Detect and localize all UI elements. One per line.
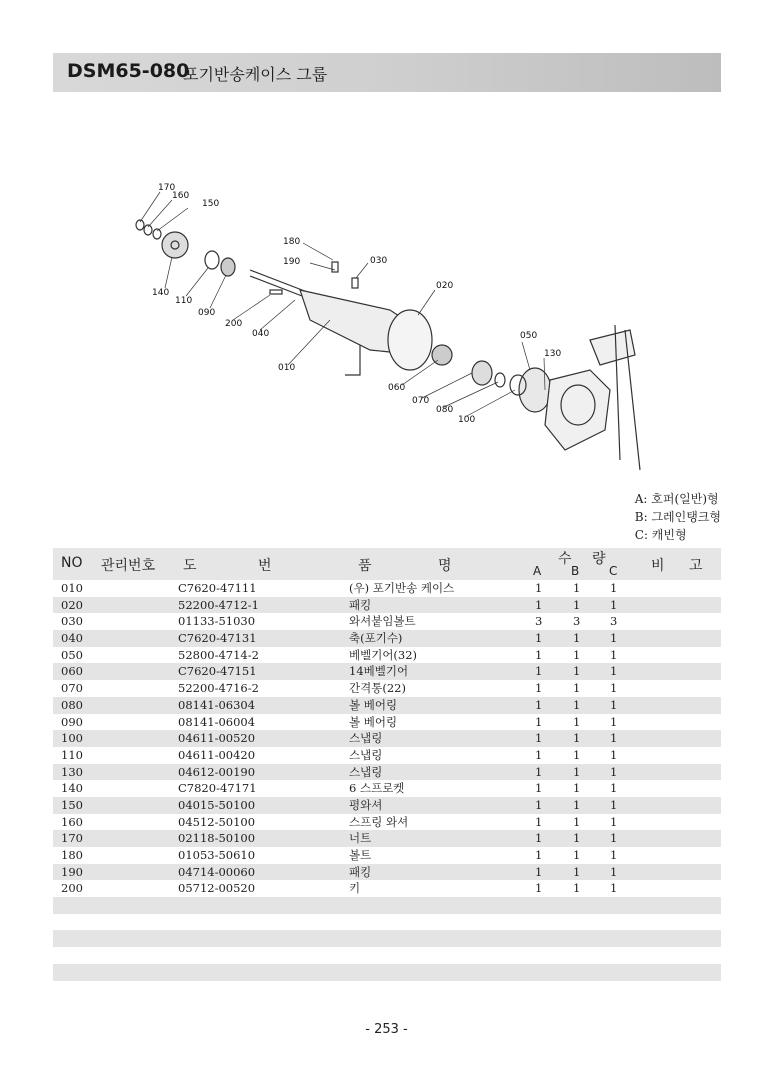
header-no: NO — [61, 555, 83, 571]
row-part-name: 14베벨기어 — [349, 664, 409, 679]
callout-label: 130 — [544, 349, 562, 359]
row-qty-a: 1 — [535, 697, 543, 712]
table-row — [53, 580, 721, 597]
row-no: 170 — [61, 831, 83, 846]
row-part-number: C7620-47111 — [178, 581, 257, 595]
page-number: - 253 - — [365, 1022, 408, 1037]
row-part-number: 04611-00520 — [178, 731, 256, 746]
callout-label: 090 — [198, 308, 216, 318]
row-qty-a: 1 — [535, 597, 543, 612]
row-part-name: 평와셔 — [349, 797, 383, 812]
legend-b: B: 그레인탱크형 — [634, 510, 721, 524]
header-qty: 수 량 — [558, 551, 614, 567]
row-part-name: 6 스프로켓 — [349, 781, 405, 796]
table-row — [53, 947, 721, 964]
callout-label: 010 — [278, 363, 296, 373]
row-qty-c: 3 — [610, 614, 618, 629]
row-no: 040 — [61, 631, 83, 646]
row-qty-a: 1 — [535, 797, 543, 812]
row-part-number: 08141-06004 — [178, 714, 256, 729]
row-qty-a: 1 — [535, 831, 543, 846]
row-qty-a: 1 — [535, 848, 543, 862]
table-row — [53, 981, 721, 998]
table-row — [53, 864, 721, 881]
row-qty-b: 1 — [573, 664, 581, 679]
row-no: 110 — [61, 747, 83, 762]
table-row — [53, 847, 721, 864]
callout-label: 100 — [458, 415, 476, 425]
row-part-number: 04714-00060 — [178, 864, 256, 879]
row-part-name: 스냅링 — [349, 747, 383, 762]
table-row — [53, 680, 721, 697]
callout-label: 060 — [388, 383, 406, 393]
row-qty-a: 1 — [535, 714, 543, 729]
row-qty-b: 1 — [573, 597, 581, 612]
header-name-a: 품 — [358, 558, 372, 574]
table-row — [53, 930, 721, 947]
header-qty-c: C — [609, 564, 618, 578]
callout-label: 140 — [152, 288, 170, 298]
row-part-name: 베벨기어(32) — [349, 647, 418, 662]
table-row — [53, 663, 721, 680]
parts-table — [53, 580, 721, 997]
row-qty-a: 1 — [535, 814, 543, 829]
row-part-name: 볼 베어링 — [349, 697, 398, 712]
exploded-parts-diagram — [120, 160, 730, 480]
row-no: 190 — [61, 864, 83, 879]
legend-c: C: 캐빈형 — [634, 528, 687, 542]
row-qty-a: 3 — [535, 614, 543, 629]
header-note-a: 비 — [651, 558, 665, 574]
row-qty-c: 1 — [610, 797, 618, 812]
callout-label: 170 — [158, 183, 176, 193]
row-no: 010 — [61, 581, 83, 595]
row-qty-a: 1 — [535, 747, 543, 762]
row-qty-a: 1 — [535, 664, 543, 679]
sprocket — [162, 232, 188, 258]
row-qty-b: 3 — [573, 614, 581, 629]
row-qty-a: 1 — [535, 647, 543, 662]
group-title: 포기반송케이스 그룹 — [183, 65, 328, 84]
row-qty-b: 1 — [573, 797, 581, 812]
table-row — [53, 797, 721, 814]
callout-label: 160 — [172, 191, 190, 201]
table-row — [53, 830, 721, 847]
row-qty-c: 1 — [610, 731, 618, 746]
row-qty-c: 1 — [610, 581, 618, 595]
table-row — [53, 914, 721, 931]
row-qty-b: 1 — [573, 781, 581, 796]
row-part-name: 축(포기수) — [349, 631, 403, 646]
row-no: 080 — [61, 697, 83, 712]
callout-label: 020 — [436, 281, 454, 291]
group-code: DSM65-080 — [67, 60, 190, 82]
row-qty-b: 1 — [573, 697, 581, 712]
row-qty-b: 1 — [573, 731, 581, 746]
header-note-b: 고 — [689, 558, 703, 574]
row-qty-b: 1 — [573, 864, 581, 879]
row-part-name: 와셔붙임볼트 — [349, 614, 416, 629]
row-qty-c: 1 — [610, 848, 618, 862]
row-part-number: 04612-00190 — [178, 764, 256, 779]
table-row — [53, 597, 721, 614]
row-qty-c: 1 — [610, 697, 618, 712]
callout-label: 200 — [225, 319, 243, 329]
table-row — [53, 747, 721, 764]
row-part-name: 스프링 와셔 — [349, 814, 409, 829]
row-no: 160 — [61, 814, 83, 829]
row-no: 060 — [61, 664, 83, 679]
table-header — [53, 548, 721, 580]
row-part-number: C7820-47171 — [178, 781, 257, 796]
row-part-number: C7620-47151 — [178, 664, 257, 679]
row-no: 100 — [61, 731, 83, 746]
table-row — [53, 697, 721, 714]
table-row — [53, 730, 721, 747]
row-qty-a: 1 — [535, 631, 543, 646]
table-row — [53, 780, 721, 797]
row-qty-b: 1 — [573, 831, 581, 846]
table-row — [53, 630, 721, 647]
callout-label: 040 — [252, 329, 270, 339]
row-part-number: 01053-50610 — [178, 848, 256, 862]
row-qty-b: 1 — [573, 631, 581, 646]
row-no: 020 — [61, 597, 83, 612]
row-no: 090 — [61, 714, 83, 729]
row-qty-c: 1 — [610, 831, 618, 846]
row-qty-b: 1 — [573, 714, 581, 729]
row-no: 180 — [61, 848, 83, 862]
row-part-number: 52800-4714-2 — [178, 647, 259, 662]
row-qty-a: 1 — [535, 864, 543, 879]
row-part-name: 스냅링 — [349, 764, 383, 779]
row-no: 030 — [61, 614, 83, 629]
row-qty-b: 1 — [573, 881, 581, 896]
row-qty-b: 1 — [573, 647, 581, 662]
row-part-number: 01133-51030 — [178, 614, 256, 629]
table-row — [53, 714, 721, 731]
table-row — [53, 647, 721, 664]
row-part-number: 04512-50100 — [178, 814, 256, 829]
row-qty-a: 1 — [535, 764, 543, 779]
row-no: 130 — [61, 764, 83, 779]
callout-label: 190 — [283, 257, 301, 267]
row-part-name: 볼 베어링 — [349, 714, 398, 729]
row-part-number: 04015-50100 — [178, 797, 256, 812]
row-qty-c: 1 — [610, 647, 618, 662]
row-qty-c: 1 — [610, 864, 618, 879]
header-part-b: 번 — [258, 558, 272, 574]
row-part-name: 스냅링 — [349, 731, 383, 746]
row-part-name: 너트 — [349, 831, 372, 846]
row-qty-c: 1 — [610, 814, 618, 829]
callout-label: 180 — [283, 237, 301, 247]
row-part-number: C7620-47131 — [178, 631, 257, 646]
row-qty-b: 1 — [573, 681, 581, 696]
callout-label: 050 — [520, 331, 538, 341]
callout-label: 080 — [436, 405, 454, 415]
row-qty-b: 1 — [573, 814, 581, 829]
callout-label: 030 — [370, 256, 388, 266]
row-part-name: 키 — [349, 881, 361, 896]
table-row — [53, 814, 721, 831]
row-part-number: 52200-4712-1 — [178, 597, 259, 612]
bevel-gear-large — [519, 368, 551, 412]
row-qty-b: 1 — [573, 581, 581, 595]
table-row — [53, 764, 721, 781]
header-mgmt: 관리번호 — [101, 558, 156, 574]
row-qty-c: 1 — [610, 681, 618, 696]
row-qty-c: 1 — [610, 764, 618, 779]
row-qty-b: 1 — [573, 747, 581, 762]
row-no: 070 — [61, 681, 83, 696]
header-qty-a: A — [533, 564, 542, 578]
case-flange — [388, 310, 432, 370]
row-part-name: 패킹 — [349, 597, 372, 612]
table-row — [53, 613, 721, 630]
row-qty-a: 1 — [535, 781, 543, 796]
row-part-number: 52200-4716-2 — [178, 681, 259, 696]
row-qty-a: 1 — [535, 581, 543, 595]
row-qty-c: 1 — [610, 597, 618, 612]
row-qty-a: 1 — [535, 681, 543, 696]
row-no: 200 — [61, 881, 83, 896]
row-part-name: (우) 포기반송 케이스 — [349, 581, 455, 595]
row-part-name: 패킹 — [349, 864, 372, 879]
table-row — [53, 897, 721, 914]
variant-legend — [635, 490, 721, 544]
row-qty-a: 1 — [535, 881, 543, 896]
row-qty-c: 1 — [610, 631, 618, 646]
row-part-name: 간격통(22) — [349, 681, 406, 696]
row-qty-c: 1 — [610, 881, 618, 896]
row-qty-c: 1 — [610, 714, 618, 729]
row-qty-c: 1 — [610, 781, 618, 796]
row-qty-b: 1 — [573, 848, 581, 862]
page-header — [53, 53, 721, 92]
row-part-number: 02118-50100 — [178, 831, 256, 846]
row-no: 050 — [61, 647, 83, 662]
table-row — [53, 964, 721, 981]
row-no: 150 — [61, 797, 83, 812]
header-part-a: 도 — [183, 558, 197, 574]
row-part-number: 05712-00520 — [178, 881, 256, 896]
gear-housing — [545, 370, 610, 450]
row-qty-c: 1 — [610, 664, 618, 679]
row-qty-b: 1 — [573, 764, 581, 779]
legend-a: A: 호퍼(일반)형 — [634, 492, 719, 506]
row-no: 140 — [61, 781, 83, 796]
callout-label: 110 — [175, 296, 193, 306]
row-part-number: 04611-00420 — [178, 747, 256, 762]
row-part-number: 08141-06304 — [178, 697, 256, 712]
table-row — [53, 880, 721, 897]
header-name-b: 명 — [438, 558, 452, 574]
row-qty-c: 1 — [610, 747, 618, 762]
callout-label: 070 — [412, 396, 430, 406]
callout-label: 150 — [202, 199, 220, 209]
row-qty-a: 1 — [535, 731, 543, 746]
row-part-name: 볼트 — [349, 848, 372, 862]
header-qty-b: B — [571, 564, 580, 578]
